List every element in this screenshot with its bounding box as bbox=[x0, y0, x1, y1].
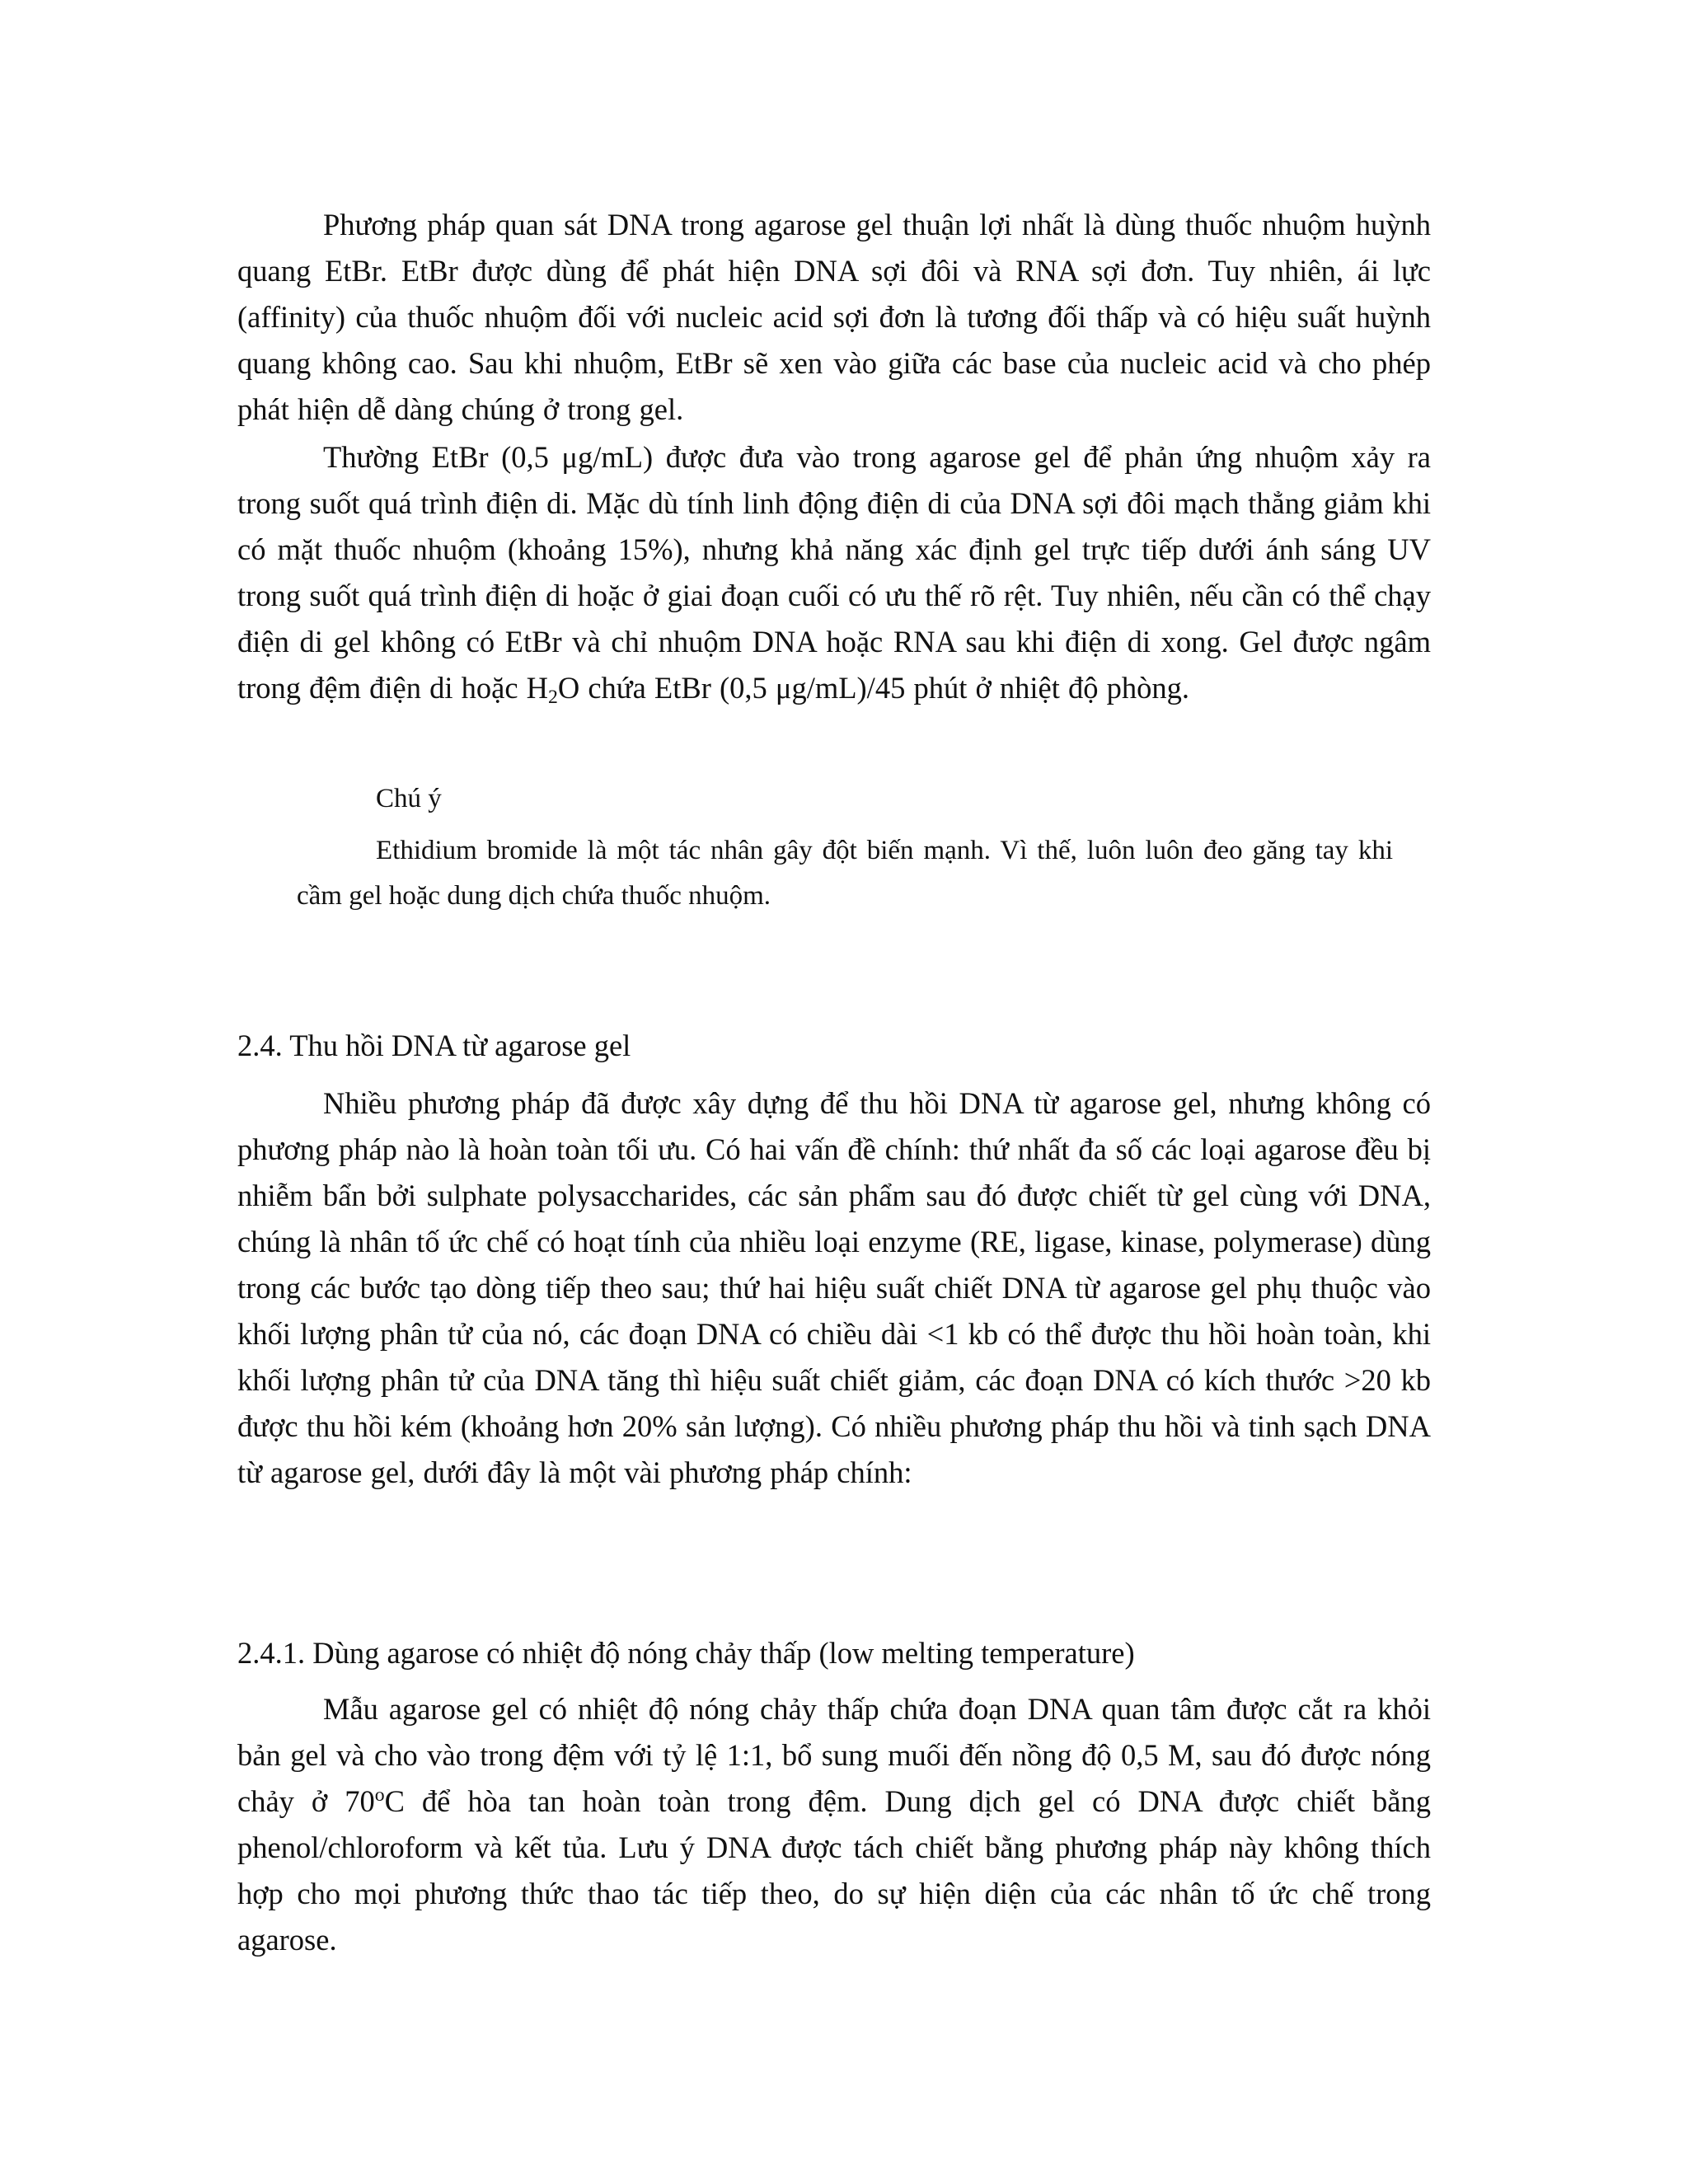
paragraph-text: Nhiều phương pháp đã được xây dựng để thu hồi DNA từ agarose gel, nhưng không có phương pháp nào là hoàn toàn tối ưu. Có hai vấn đề chính: thứ nhất đa số các loại agarose đều bị nhiễm bẩn bởi sulphate polysaccharides, các sản phẩm sau đó được chiết từ gel cùng với DNA, chúng là nhân tố ức chế có hoạt tính của nhiều loại enzyme (RE, ligase, kinase, polymerase) dùng trong các bước tạo dòng tiếp theo sau; thứ hai hiệu suất chiết DNA từ agarose gel phụ thuộc vào khối lượng phân tử của nó, các đoạn DNA có chiều dài <1 kb có thể được thu hồi hoàn toàn, khi khối lượng phân tử của DNA tăng thì hiệu suất chiết giảm, các đoạn DNA có kích thước >20 kb được thu hồi kém (khoảng hơn 20% sản lượng). Có nhiều phương pháp thu hồi và tinh sạch DNA từ agarose gel, dưới đây là một vài phương pháp chính: bbox=[237, 1086, 1431, 1489]
paragraph-etbr-observation bbox=[237, 202, 1431, 433]
paragraph-text: O chứa EtBr (0,5 μg/mL)/45 phút ở nhiệt độ phòng. bbox=[557, 671, 1190, 705]
paragraph-etbr-staining bbox=[237, 434, 1431, 711]
paragraph-text: Thường EtBr (0,5 μg/mL) được đưa vào trong agarose gel để phản ứng nhuộm xảy ra trong suốt quá trình điện di. Mặc dù tính linh động điện di của DNA sợi đôi mạch thẳng giảm khi có mặt thuốc nhuộm (khoảng 15%), nhưng khả năng xác định gel trực tiếp dưới ánh sáng UV trong suốt quá trình điện di hoặc ở giai đoạn cuối có ưu thế rõ rệt. Tuy nhiên, nếu cần có thể chạy điện di gel không có EtBr và chỉ nhuộm DNA hoặc RNA sau khi điện di xong. Gel được ngâm trong đệm điện di hoặc H bbox=[237, 440, 1431, 705]
paragraph-low-melting-agarose bbox=[237, 1686, 1431, 1963]
subscript-text: 2 bbox=[548, 686, 558, 708]
paragraph-dna-recovery bbox=[237, 1080, 1431, 1496]
section-heading-2-4-1: 2.4.1. Dùng agarose có nhiệt độ nóng chảy thấp (low melting temperature) bbox=[237, 1636, 1135, 1670]
note-body: Ethidium bromide là một tác nhân gây đột biến mạnh. Vì thế, luôn luôn đeo găng tay khi cầm gel hoặc dung dịch chứa thuốc nhuộm. bbox=[297, 836, 1393, 911]
document-page bbox=[237, 0, 1431, 2184]
paragraph-text: Phương pháp quan sát DNA trong agarose gel thuận lợi nhất là dùng thuốc nhuộm huỳnh quang EtBr. EtBr được dùng để phát hiện DNA sợi đôi và RNA sợi đơn. Tuy nhiên, ái lực (affinity) của thuốc nhuộm đối với nucleic acid sợi đơn là tương đối thấp và có hiệu suất huỳnh quang không cao. Sau khi nhuộm, EtBr sẽ xen vào giữa các base của nucleic acid và cho phép phát hiện dễ dàng chúng ở trong gel. bbox=[237, 208, 1431, 426]
note-label: Chú ý bbox=[376, 784, 442, 813]
section-heading-2-4: 2.4. Thu hồi DNA từ agarose gel bbox=[237, 1029, 631, 1062]
paragraph-text: Mẫu agarose gel có nhiệt độ nóng chảy thấp chứa đoạn DNA quan tâm được cắt ra khỏi bản gel và cho vào trong đệm với tỷ lệ 1:1, bổ sung muối đến nồng độ 0,5 M, sau đó được nóng chảy ở 70 bbox=[237, 1692, 1431, 1818]
paragraph-text: C để hòa tan hoàn toàn trong đệm. Dung dịch gel có DNA được chiết bằng phenol/chloroform và kết tủa. Lưu ý DNA được tách chiết bằng phương pháp này không thích hợp cho mọi phương thức thao tác tiếp theo, do sự hiện diện của các nhân tố ức chế trong agarose. bbox=[237, 1784, 1431, 1957]
superscript-text: o bbox=[374, 1783, 385, 1806]
